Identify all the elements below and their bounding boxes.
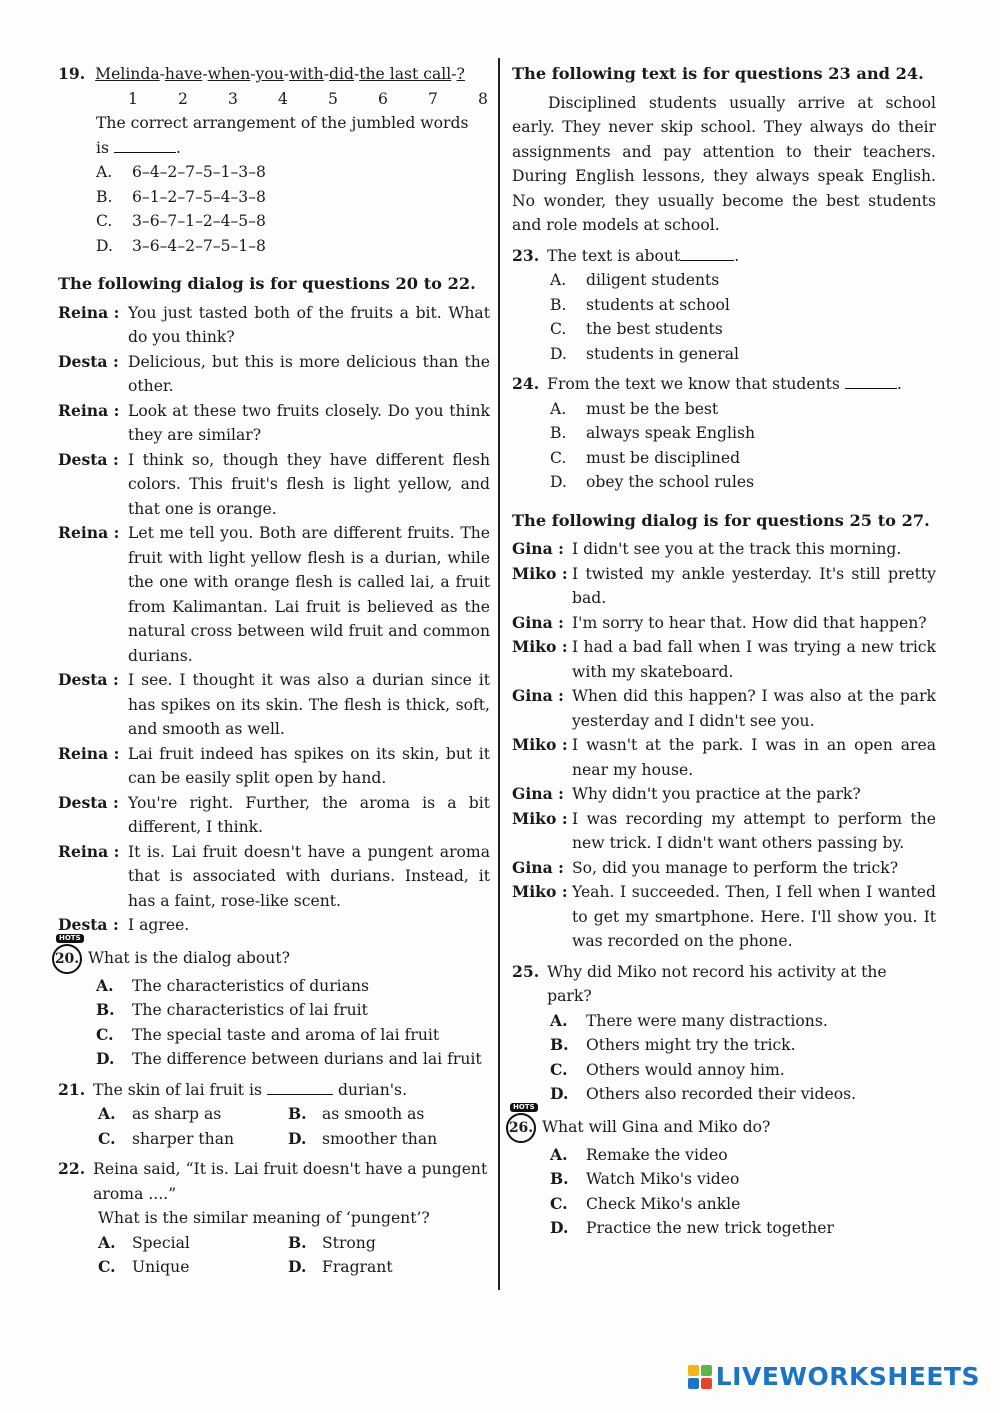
speaker: Reina : — [58, 523, 120, 542]
option-text: students in general — [586, 344, 739, 363]
option-a[interactable] — [550, 1143, 936, 1168]
utterance: Delicious, but this is more delicious than the other. — [128, 352, 490, 395]
option-c[interactable] — [98, 1255, 288, 1280]
dialog-line — [58, 840, 490, 914]
option-text: The difference between durians and lai fruit — [132, 1050, 482, 1068]
speaker: Gina : — [512, 612, 564, 632]
stem-end: . — [896, 375, 902, 393]
dialog-20-22 — [58, 272, 490, 938]
option-letter: B. — [288, 1104, 307, 1123]
question-19 — [58, 62, 490, 258]
option-letter: A. — [96, 975, 114, 995]
jumble-word: did — [329, 65, 354, 83]
option-text: must be disciplined — [586, 448, 741, 467]
right-column — [508, 62, 936, 1241]
stem-text: durian's. — [337, 1080, 408, 1099]
option-a[interactable] — [550, 268, 936, 293]
dialog-line — [512, 635, 936, 684]
option-letter: C. — [96, 212, 113, 230]
stem-end: . — [175, 138, 181, 157]
speaker: Miko : — [512, 637, 568, 656]
options-row-cd — [98, 1255, 490, 1280]
option-b[interactable] — [550, 1167, 936, 1192]
question-26 — [508, 1102, 936, 1241]
option-text: 3–6–7–1–2–4–5–8 — [132, 212, 266, 230]
dialog-line — [512, 733, 936, 782]
logo-square — [688, 1365, 699, 1376]
option-d[interactable] — [550, 342, 936, 367]
options-row-ab — [98, 1231, 490, 1256]
option-letter: B. — [550, 1169, 569, 1188]
speaker: Desta : — [58, 792, 119, 812]
option-d[interactable] — [96, 1047, 490, 1072]
option-letter: D. — [550, 1084, 569, 1103]
option-text: always speak English — [586, 424, 756, 442]
stem-text: The skin of lai fruit is — [93, 1080, 263, 1099]
option-text: Others would annoy him. — [586, 1060, 785, 1079]
question-20 — [54, 933, 490, 1072]
option-text: sharper than — [132, 1129, 235, 1148]
option-text: as sharp as — [132, 1105, 222, 1123]
option-b[interactable] — [550, 1033, 936, 1058]
question-stem-2 — [96, 136, 490, 161]
option-b[interactable] — [96, 185, 490, 210]
option-text: must be the best — [586, 399, 719, 418]
option-letter: A. — [550, 1144, 568, 1164]
utterance: It is. Lai fruit doesn't have a pungent aroma that is associated with durians. Instead, it has a faint, rose-like scent. — [128, 842, 490, 910]
option-c[interactable] — [550, 446, 936, 471]
jumble-number: 4 — [278, 89, 288, 108]
option-text: Check Miko's ankle — [586, 1194, 741, 1213]
stem-end: . — [734, 246, 740, 265]
options-row-ab — [98, 1102, 490, 1127]
question-subtext: What is the similar meaning of ‘pungent’? — [98, 1209, 430, 1227]
question-text: Reina said, “It is. Lai fruit doesn't have a pungent aroma ....” — [93, 1160, 488, 1203]
stem-text: is — [96, 138, 109, 157]
option-text: 3–6–4–2–7–5–1–8 — [132, 236, 266, 255]
dialog-line — [512, 807, 936, 856]
option-a[interactable] — [550, 1009, 936, 1034]
jumble-number: 1 — [128, 89, 138, 108]
dialog-line — [512, 684, 936, 733]
dialog-line — [58, 742, 490, 791]
utterance: I wasn't at the park. I was in an open area near my house. — [572, 736, 936, 779]
question-number: 22. — [58, 1159, 86, 1178]
question-number: 21. — [58, 1079, 86, 1099]
dialog-line — [58, 448, 490, 522]
option-letter: B. — [96, 187, 113, 206]
answer-blank[interactable] — [680, 260, 734, 261]
option-letter: C. — [550, 448, 567, 467]
option-a[interactable] — [550, 397, 936, 422]
option-c[interactable] — [98, 1127, 288, 1152]
dialog-line — [58, 399, 490, 448]
speaker: Reina : — [58, 302, 120, 322]
option-letter: D. — [550, 1218, 569, 1237]
utterance: I agree. — [128, 916, 190, 934]
option-text: There were many distractions. — [586, 1011, 828, 1030]
speaker: Gina : — [512, 539, 564, 558]
jumble-number: 7 — [428, 89, 438, 108]
question-number: 19. — [58, 64, 86, 83]
jumbled-words: Melinda-have-when-you-with-did-the last call-? — [95, 65, 465, 83]
option-c[interactable] — [550, 1192, 936, 1217]
question-number: 24. — [512, 374, 540, 393]
question-text — [547, 372, 902, 397]
option-d[interactable] — [550, 1216, 936, 1241]
dialog-line — [512, 562, 936, 611]
question-24 — [512, 372, 936, 495]
utterance: Let me tell you. Both are different fruits. The fruit with light yellow flesh is a durian, while the one with orange flesh is called lai, a fruit from Kalimantan. Lai fruit is believed as the natural cross between wild fruit and common durians. — [128, 524, 490, 665]
stem-text: The text is about — [547, 246, 681, 265]
utterance: Lai fruit indeed has spikes on its skin, but it can be easily split open by hand. — [128, 744, 490, 787]
option-c[interactable] — [550, 1058, 936, 1083]
question-number: 25. — [512, 961, 540, 981]
option-b[interactable] — [96, 998, 490, 1023]
option-d[interactable] — [288, 1255, 478, 1280]
jumble-numbers — [128, 87, 494, 112]
option-letter: C. — [98, 1257, 116, 1276]
circled-question-number: 20. — [52, 944, 82, 974]
question-22 — [58, 1157, 490, 1280]
utterance: I'm sorry to hear that. How did that happen? — [572, 613, 927, 632]
question-text: What is the dialog about? — [88, 949, 290, 968]
circled-question-number: 26. — [506, 1113, 536, 1143]
option-text: diligent students — [586, 271, 720, 289]
option-text: the best students — [586, 320, 723, 338]
option-letter: A. — [550, 1010, 568, 1030]
utterance: I didn't see you at the track this morning. — [572, 540, 902, 558]
logo-square — [701, 1378, 712, 1389]
option-text: obey the school rules — [586, 473, 755, 491]
option-text: The characteristics of durians — [132, 976, 369, 995]
option-text: students at school — [586, 295, 730, 314]
logo-square — [688, 1378, 699, 1389]
logo-square — [701, 1365, 712, 1376]
utterance: I see. I thought it was also a durian since it has spikes on its skin. The flesh is thick, soft, and smooth as well. — [128, 671, 490, 738]
dialog-heading: The following dialog is for questions 25 to 27. — [512, 510, 930, 530]
option-d[interactable] — [550, 470, 936, 495]
utterance: Why didn't you practice at the park? — [572, 785, 861, 803]
option-letter: D. — [550, 473, 567, 491]
dialog-line — [58, 791, 490, 840]
option-letter: B. — [288, 1232, 307, 1252]
option-d[interactable] — [288, 1127, 478, 1152]
option-letter: C. — [96, 1024, 114, 1044]
utterance: Yeah. I succeeded. Then, I fell when I wanted to get my smartphone. Here. I'll show you. It was recorded on the phone. — [572, 883, 936, 950]
dialog-line — [512, 537, 936, 562]
speaker: Miko : — [512, 882, 568, 901]
utterance: When did this happen? I was also at the park yesterday and I didn't see you. — [572, 687, 936, 730]
option-a[interactable] — [98, 1231, 288, 1256]
jumble-number: 8 — [478, 89, 488, 108]
option-d[interactable] — [96, 234, 490, 259]
option-text: Practice the new trick together — [586, 1219, 834, 1237]
logo-icon — [688, 1365, 712, 1389]
jumble-word: have — [164, 65, 203, 83]
reading-paragraph: Disciplined students usually arrive at school early. They never skip school. They always do their assignments and pay attention to their teachers. During English lessons, they always speak English. No wonder, they usually become the best students and role models at school. — [512, 93, 936, 234]
option-text: Others might try the trick. — [586, 1036, 796, 1054]
utterance: I was recording my attempt to perform the new trick. I didn't want others passing by. — [572, 809, 936, 852]
jumble-word: the last call — [359, 65, 452, 83]
dialog-line — [58, 301, 490, 350]
column-divider — [498, 58, 500, 1290]
jumble-number: 2 — [178, 89, 188, 108]
utterance: I twisted my ankle yesterday. It's still pretty bad. — [572, 564, 936, 607]
option-text: 6–4–2–7–5–1–3–8 — [132, 163, 266, 181]
utterance: I had a bad fall when I was trying a new trick with my skateboard. — [572, 638, 936, 681]
option-a[interactable] — [98, 1102, 288, 1127]
option-letter: C. — [550, 320, 567, 338]
question-text — [547, 244, 739, 269]
utterance: Look at these two fruits closely. Do you think they are similar? — [128, 401, 490, 444]
option-text: Strong — [322, 1233, 376, 1252]
dialog-line — [58, 521, 490, 668]
option-letter: A. — [96, 163, 113, 181]
answer-blank[interactable] — [267, 1094, 333, 1095]
hots-badge — [54, 933, 88, 974]
question-text — [93, 1078, 407, 1103]
option-b[interactable] — [288, 1231, 478, 1256]
speaker: Gina : — [512, 857, 564, 877]
option-c[interactable] — [550, 317, 936, 342]
option-text: Fragrant — [322, 1258, 393, 1276]
option-text: smoother than — [322, 1129, 438, 1148]
option-a[interactable] — [96, 160, 490, 185]
hots-badge — [508, 1102, 542, 1143]
question-23 — [512, 244, 936, 367]
question-25 — [512, 960, 936, 1107]
utterance: You're right. Further, the aroma is a bit different, I think. — [128, 793, 490, 836]
speaker: Desta : — [58, 351, 119, 371]
answer-blank[interactable] — [845, 388, 897, 389]
dialog-line — [58, 668, 490, 742]
option-text: 6–1–2–7–5–4–3–8 — [132, 187, 266, 206]
option-letter: D. — [288, 1257, 307, 1276]
option-b[interactable] — [288, 1102, 478, 1127]
options-row-cd — [98, 1127, 490, 1152]
option-letter: C. — [98, 1128, 116, 1148]
speaker: Miko : — [512, 808, 568, 828]
speaker: Reina : — [58, 400, 120, 420]
question-number: 23. — [512, 245, 540, 265]
question-text: Why did Miko not record his activity at the park? — [547, 962, 887, 1005]
jumble-word: Melinda — [95, 65, 160, 83]
utterance: I think so, though they have different flesh colors. This fruit's flesh is light yellow, and that one is orange. — [128, 450, 490, 518]
option-letter: D. — [288, 1128, 307, 1148]
dialog-line — [58, 350, 490, 399]
speaker: Desta : — [58, 670, 119, 689]
speaker: Miko : — [512, 563, 568, 583]
stem-text: From the text we know that students — [547, 375, 840, 393]
speaker: Reina : — [58, 743, 120, 763]
jumble-number: 3 — [228, 89, 238, 108]
option-letter: D. — [96, 1049, 115, 1068]
speaker: Desta : — [58, 915, 119, 934]
question-text: What will Gina and Miko do? — [542, 1118, 771, 1137]
option-d[interactable] — [550, 1082, 936, 1107]
option-letter: C. — [550, 1059, 568, 1079]
dialog-line — [512, 856, 936, 881]
option-b[interactable] — [550, 293, 936, 318]
dialog-heading: The following dialog is for questions 20 to 22. — [58, 274, 476, 293]
dialog-line — [512, 611, 936, 636]
option-c[interactable] — [96, 1023, 490, 1048]
liveworksheets-logo[interactable] — [688, 1362, 980, 1391]
dialog-line — [58, 913, 490, 938]
option-text: Unique — [132, 1258, 190, 1276]
dialog-line — [512, 880, 936, 954]
speaker: Gina : — [512, 686, 564, 705]
option-text: Special — [132, 1233, 190, 1252]
speaker: Desta : — [58, 449, 119, 469]
speaker: Miko : — [512, 735, 568, 754]
brand-name: LIVEWORKSHEETS — [715, 1362, 980, 1391]
option-c[interactable] — [96, 209, 490, 234]
question-stem: The correct arrangement of the jumbled words — [96, 114, 469, 132]
option-letter: D. — [550, 344, 567, 363]
option-letter: D. — [96, 236, 113, 255]
jumble-word: ? — [456, 65, 465, 83]
answer-blank[interactable] — [114, 152, 176, 153]
left-column — [54, 62, 490, 1280]
hots-label: HOTS — [56, 934, 84, 943]
hots-label: HOTS — [510, 1103, 538, 1112]
option-letter: A. — [550, 399, 567, 418]
dialog-line — [512, 782, 936, 807]
jumble-word: you — [255, 65, 284, 83]
option-text: The characteristics of lai fruit — [132, 1001, 368, 1019]
option-letter: B. — [550, 424, 567, 442]
speaker: Gina : — [512, 784, 564, 803]
speaker: Reina : — [58, 841, 120, 861]
option-text: The special taste and aroma of lai fruit — [132, 1025, 440, 1044]
option-text: Others also recorded their videos. — [586, 1085, 857, 1103]
text-23-24 — [512, 62, 936, 238]
dialog-25-27 — [512, 509, 936, 954]
utterance: So, did you manage to perform the trick? — [572, 858, 899, 877]
jumble-number: 6 — [378, 89, 388, 108]
jumble-number: 5 — [328, 89, 338, 108]
option-letter: A. — [550, 271, 567, 289]
utterance: You just tasted both of the fruits a bit. What do you think? — [128, 303, 490, 346]
option-letter: B. — [96, 1000, 115, 1019]
option-text: as smooth as — [322, 1105, 425, 1123]
text-heading: The following text is for questions 23 and 24. — [512, 64, 924, 83]
option-letter: B. — [550, 1035, 569, 1054]
jumble-word: with — [289, 65, 324, 83]
option-b[interactable] — [550, 421, 936, 446]
option-letter: C. — [550, 1193, 568, 1213]
option-text: Remake the video — [586, 1145, 728, 1164]
option-a[interactable] — [96, 974, 490, 999]
option-letter: B. — [550, 295, 567, 314]
option-letter: A. — [98, 1232, 116, 1252]
question-21 — [58, 1078, 490, 1152]
option-text: Watch Miko's video — [586, 1170, 740, 1188]
option-letter: A. — [98, 1104, 116, 1123]
jumble-word: when — [207, 65, 251, 83]
